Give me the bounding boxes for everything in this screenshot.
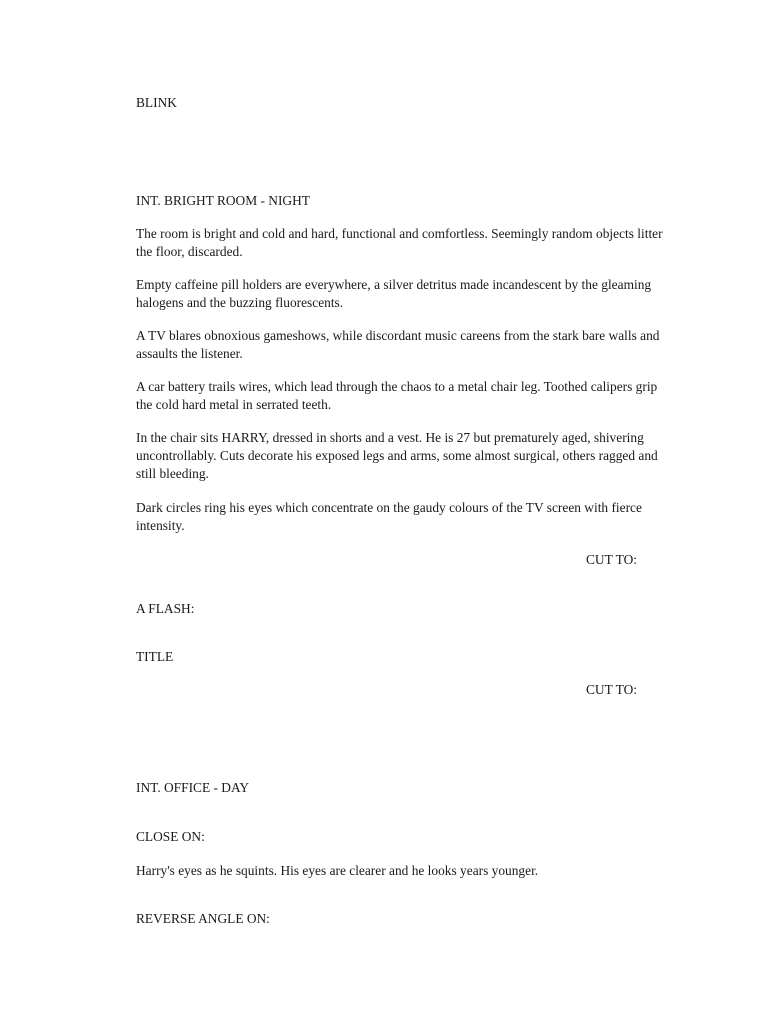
scene-heading-bright-room: INT. BRIGHT ROOM - NIGHT	[136, 193, 310, 208]
title-card: TITLE	[136, 649, 174, 664]
action-paragraph: A car battery trails wires, which lead through the chaos to a metal chair leg. Toothed calipers grip the cold hard metal in serrated teeth.	[136, 379, 658, 412]
transition-cut-to: CUT TO:	[586, 682, 637, 697]
action-paragraph: A TV blares obnoxious gameshows, while discordant music careens from the stark bare walls and assaults the listener.	[136, 328, 660, 361]
action-paragraph: Empty caffeine pill holders are everywhere, a silver detritus made incandescent by the gleaming halogens and the buzzing fluorescents.	[136, 277, 652, 310]
action-paragraph: In the chair sits HARRY, dressed in shorts and a vest. He is 27 but prematurely aged, shivering uncontrollably. Cuts decorate his exposed legs and arms, some almost surgical, others ragged and still bleeding.	[136, 430, 658, 481]
scene-heading-office: INT. OFFICE - DAY	[136, 780, 250, 795]
action-paragraph: Harry's eyes as he squints. His eyes are clearer and he looks years younger.	[136, 863, 539, 878]
shot-reverse-angle: REVERSE ANGLE ON:	[136, 911, 270, 926]
flash-label: A FLASH:	[136, 601, 195, 616]
action-paragraph: Dark circles ring his eyes which concentrate on the gaudy colours of the TV screen with fierce intensity.	[136, 500, 642, 533]
shot-close-on: CLOSE ON:	[136, 829, 205, 844]
action-paragraph: The room is bright and cold and hard, functional and comfortless. Seemingly random objects litter the floor, discarded.	[136, 226, 663, 259]
script-title: BLINK	[136, 95, 177, 110]
transition-cut-to: CUT TO:	[586, 552, 637, 567]
